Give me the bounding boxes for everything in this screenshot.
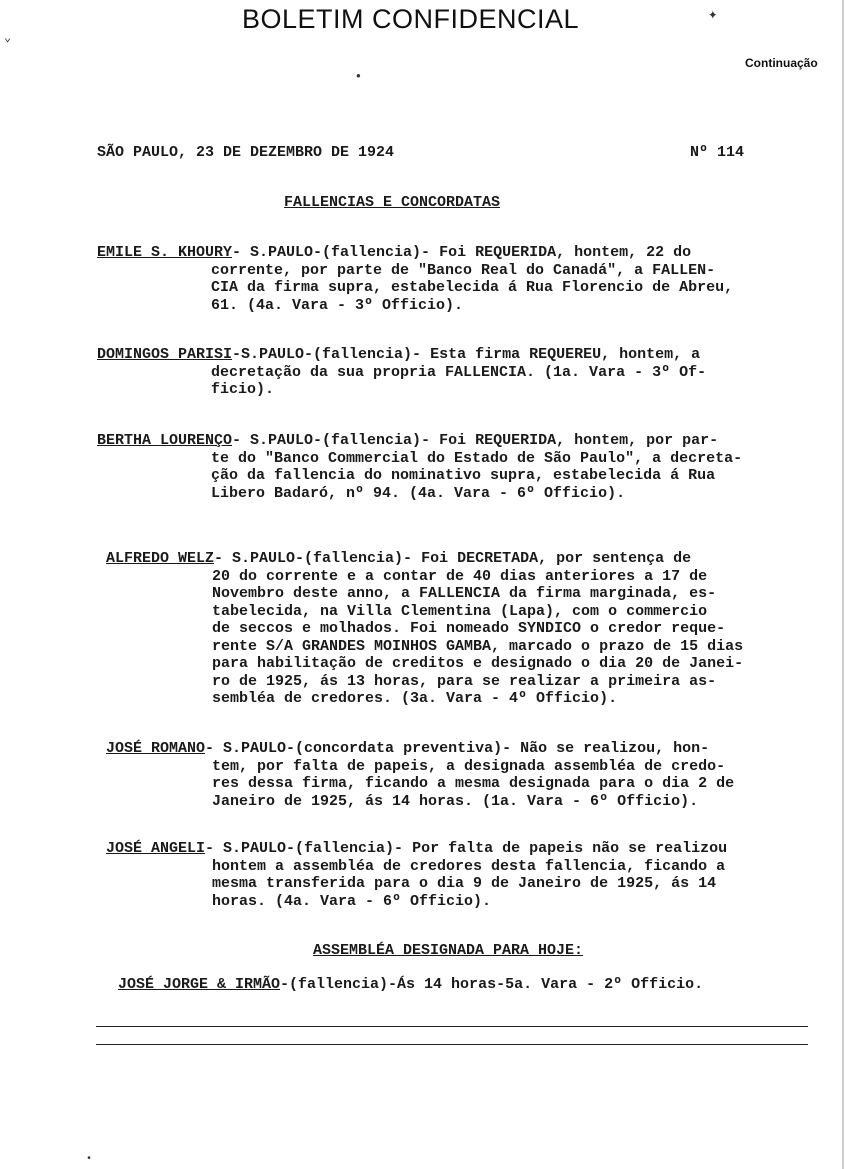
scan-speck: •: [86, 1154, 93, 1165]
assembly-entry: [118, 976, 703, 994]
entry-name: BERTHA LOURENÇO: [97, 432, 233, 449]
entry-line: Novembro deste anno, a FALLENCIA da firma marginada, es-: [212, 585, 717, 602]
entry-jose-angeli: [106, 840, 727, 910]
entry-name: ALFREDO WELZ: [106, 550, 215, 567]
entry-line: res dessa firma, ficando a mesma designada para o dia 2 de: [212, 775, 735, 792]
entry-line: decretação da sua propria FALLENCIA. (1a. Vara - 3º Of-: [211, 363, 707, 381]
section-title: FALLENCIAS E CONCORDATAS: [284, 194, 501, 211]
page-edge-shadow: [842, 0, 844, 1169]
entry-jose-romano: [106, 740, 734, 810]
entry-name: JOSÉ JORGE & IRMÃO: [118, 976, 281, 993]
assembly-title: ASSEMBLÉA DESIGNADA PARA HOJE:: [313, 942, 584, 959]
entry-line: Libero Badaró, nº 94. (4a. Vara - 6º Officio).: [211, 484, 626, 502]
entry-line: 20 do corrente e a contar de 40 dias anteriores a 17 de: [212, 567, 708, 585]
entry-name: JOSÉ ANGELI: [106, 840, 206, 857]
scan-speck: ✦: [708, 6, 718, 24]
entry-line: -S.PAULO-(fallencia)- Esta firma REQUEREU, hontem, a: [232, 346, 701, 363]
issue-number: Nº 114: [690, 144, 745, 161]
divider-rule: [96, 1044, 808, 1045]
entry-line: mesma transferida para o dia 9 de Janeiro de 1925, ás 14: [212, 875, 717, 892]
entry-name: JOSÉ ROMANO: [106, 740, 206, 757]
entry-line: ficio).: [211, 381, 275, 398]
entry-line: - S.PAULO-(fallencia)- Foi REQUERIDA, hontem, 22 do: [232, 244, 692, 261]
entry-line: ção da fallencia do nominativo supra, estabelecida á Rua: [211, 467, 716, 484]
entry-bertha-lourenco: [97, 432, 742, 502]
entry-emile-khoury: [97, 244, 733, 314]
divider-rule: [96, 1026, 808, 1027]
entry-line: hontem a assembléa de credores desta fallencia, ficando a: [212, 857, 726, 875]
scan-speck: ●: [356, 72, 361, 81]
dateline: SÃO PAULO, 23 DE DEZEMBRO DE 1924: [97, 144, 395, 161]
entry-line: horas. (4a. Vara - 6º Officio).: [212, 892, 492, 910]
entry-line: para habilitação de creditos e designado o dia 20 de Janei-: [212, 655, 744, 672]
entry-line: tem, por falta de papeis, a designada assembléa de credo-: [212, 757, 726, 775]
entry-line: ro de 1925, ás 13 horas, para se realizar a primeira as-: [212, 672, 717, 690]
scan-speck: ⌄: [4, 31, 12, 45]
continuation-label: Continuação: [745, 56, 818, 70]
entry-line: 61. (4a. Vara - 3º Officio).: [211, 296, 464, 314]
entry-line: corrente, por parte de "Banco Real do Canadá", a FALLEN-: [211, 261, 716, 279]
entry-line: - S.PAULO-(fallencia)- Foi DECRETADA, por sentença de: [214, 550, 692, 567]
entry-line: - S.PAULO-(fallencia)- Foi REQUERIDA, hontem, por par-: [232, 432, 719, 449]
entry-line: de seccos e molhados. Foi nomeado SYNDICO o credor reque-: [212, 620, 726, 637]
entry-line: rente S/A GRANDES MOINHOS GAMBA, marcado o prazo de 15 dias: [212, 637, 744, 655]
entry-name: EMILE S. KHOURY: [97, 244, 233, 261]
entry-line: sembléa de credores. (3a. Vara - 4º Officio).: [212, 690, 618, 707]
entry-line: Janeiro de 1925, ás 14 horas. (1a. Vara - 6º Officio).: [212, 792, 699, 810]
entry-name: DOMINGOS PARISI: [97, 346, 233, 363]
entry-line: - S.PAULO-(fallencia)- Por falta de papeis não se realizou: [205, 840, 728, 857]
entry-line: - S.PAULO-(concordata preventiva)- Não se realizou, hon-: [205, 740, 710, 757]
entry-line: CIA da firma supra, estabelecida á Rua Florencio de Abreu,: [211, 279, 734, 296]
entry-domingos-parisi: [97, 346, 706, 399]
document-title: BOLETIM CONFIDENCIAL: [242, 4, 580, 34]
entry-alfredo-welz: [106, 550, 743, 708]
entry-line: -(fallencia)-Ás 14 horas-5a. Vara - 2º Officio.: [280, 976, 704, 993]
entry-line: tabelecida, na Villa Clementina (Lapa), com o commercio: [212, 602, 708, 620]
entry-line: te do "Banco Commercial do Estado de São Paulo", a decreta-: [211, 449, 743, 467]
